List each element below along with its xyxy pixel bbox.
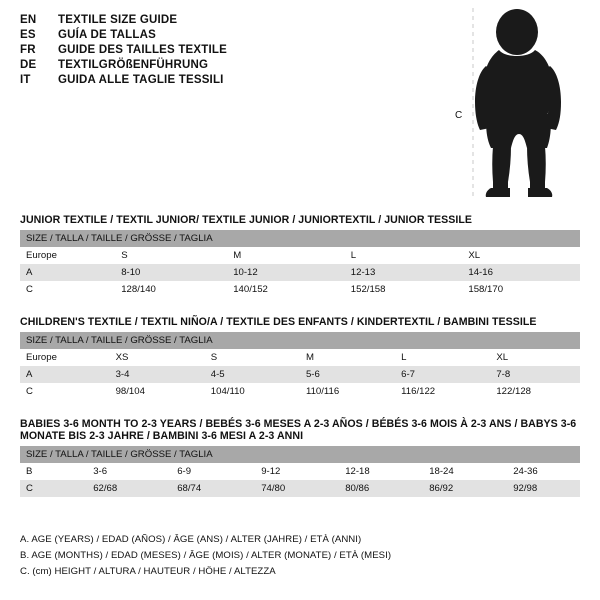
cell-value: 74/80	[255, 480, 339, 497]
section-title: JUNIOR TEXTILE / TEXTIL JUNIOR/ TEXTILE JUNIOR / JUNIORTEXTIL / JUNIOR TESSILE	[20, 214, 473, 226]
cell-value: 10-12	[227, 264, 345, 281]
table-row	[20, 281, 580, 298]
cell-value: 5-6	[300, 366, 395, 383]
row-label: A	[20, 366, 110, 383]
column-header: XL	[462, 247, 580, 264]
size-header-label: SIZE / TALLA / TAILLE / GRÖSSE / TAGLIA	[20, 230, 580, 247]
toddler-silhouette-icon	[455, 6, 595, 201]
cell-value: 98/104	[110, 383, 205, 400]
column-header: XS	[110, 349, 205, 366]
row-label: C	[20, 480, 87, 497]
column-header: S	[205, 349, 300, 366]
cell-value: 86/92	[423, 480, 507, 497]
cell-value: 128/140	[115, 281, 227, 298]
section-babies-textile	[20, 418, 580, 497]
language-title: GUÍA DE TALLAS	[58, 29, 156, 41]
header-row	[20, 29, 440, 41]
column-header: S	[115, 247, 227, 264]
legend-note: A. AGE (YEARS) / EDAD (AÑOS) / ÂGE (ANS) / ALTER (JAHRE) / ETÀ (ANNI)	[20, 534, 362, 545]
figure-area	[455, 6, 595, 201]
cell-value: 62/68	[87, 480, 171, 497]
column-header: M	[227, 247, 345, 264]
header-row	[20, 14, 440, 26]
cell-value: 122/128	[490, 383, 580, 400]
column-header: L	[395, 349, 490, 366]
row-label: C	[20, 383, 110, 400]
cell-value: 152/158	[345, 281, 463, 298]
size-header-label: SIZE / TALLA / TAILLE / GRÖSSE / TAGLIA	[20, 446, 580, 463]
row-label: A	[20, 264, 115, 281]
column-header: L	[345, 247, 463, 264]
column-header: M	[300, 349, 395, 366]
table-row	[20, 463, 580, 480]
legend-notes	[20, 534, 580, 582]
cell-value: 8-10	[115, 264, 227, 281]
cell-value: 110/116	[300, 383, 395, 400]
height-measure-label: C	[455, 110, 463, 121]
size-table-junior	[20, 230, 580, 298]
cell-value: 9-12	[255, 463, 339, 480]
cell-value: 116/122	[395, 383, 490, 400]
cell-value: 24-36	[507, 463, 580, 480]
row-label: B	[20, 463, 87, 480]
cell-value: 104/110	[205, 383, 300, 400]
size-header-label: SIZE / TALLA / TAILLE / GRÖSSE / TAGLIA	[20, 332, 580, 349]
section-childrens-textile	[20, 316, 580, 400]
header-row	[20, 44, 440, 56]
row-label: C	[20, 281, 115, 298]
table-header-row	[20, 332, 580, 349]
language-title: GUIDA ALLE TAGLIE TESSILI	[58, 74, 224, 86]
language-title: TEXTILGRÖßENFÜHRUNG	[58, 59, 209, 71]
cell-value: 6-7	[395, 366, 490, 383]
cell-value: 92/98	[507, 480, 580, 497]
table-header-row	[20, 230, 580, 247]
table-row	[20, 480, 580, 497]
cell-value: 14-16	[462, 264, 580, 281]
language-title: GUIDE DES TAILLES TEXTILE	[58, 44, 227, 56]
column-header: XL	[490, 349, 580, 366]
cell-value: 18-24	[423, 463, 507, 480]
table-row	[20, 264, 580, 281]
section-junior-textile	[20, 214, 580, 298]
cell-value: 3-6	[87, 463, 171, 480]
legend-note: C. (cm) HEIGHT / ALTURA / HAUTEUR / HÖHE / ALTEZZA	[20, 566, 276, 577]
language-code: DE	[20, 59, 37, 71]
cell-value: 12-18	[339, 463, 423, 480]
cell-value: 7-8	[490, 366, 580, 383]
header-row	[20, 59, 440, 71]
table-row	[20, 349, 580, 366]
cell-value: 6-9	[171, 463, 255, 480]
section-title: BABIES 3-6 MONTH TO 2-3 YEARS / BEBÉS 3-6 MESES A 2-3 AÑOS / BÉBÉS 3-6 MOIS À 2-3 ANS / BABYS 3-6 MONATE BIS 2-3 JAHRE / BAMBINI 3-6 MESI A 2-3 ANNI	[20, 418, 577, 442]
language-code: ES	[20, 29, 36, 41]
language-code: EN	[20, 14, 37, 26]
size-table-babies	[20, 446, 580, 497]
cell-value: 140/152	[227, 281, 345, 298]
table-header-row	[20, 446, 580, 463]
language-title: TEXTILE SIZE GUIDE	[58, 14, 178, 26]
size-table-children	[20, 332, 580, 400]
table-row	[20, 247, 580, 264]
cell-value: 3-4	[110, 366, 205, 383]
header-row	[20, 74, 440, 86]
language-header	[20, 14, 440, 89]
section-title: CHILDREN'S TEXTILE / TEXTIL NIÑO/A / TEXTILE DES ENFANTS / KINDERTEXTIL / BAMBINI TESSILE	[20, 316, 537, 328]
legend-note: B. AGE (MONTHS) / EDAD (MESES) / ÂGE (MOIS) / ALTER (MONATE) / ETÀ (MESI)	[20, 550, 392, 561]
column-header: Europe	[20, 349, 110, 366]
cell-value: 4-5	[205, 366, 300, 383]
cell-value: 80/86	[339, 480, 423, 497]
table-row	[20, 383, 580, 400]
cell-value: 12-13	[345, 264, 463, 281]
language-code: FR	[20, 44, 36, 56]
column-header: Europe	[20, 247, 115, 264]
cell-value: 158/170	[462, 281, 580, 298]
table-row	[20, 366, 580, 383]
cell-value: 68/74	[171, 480, 255, 497]
language-code: IT	[20, 74, 31, 86]
